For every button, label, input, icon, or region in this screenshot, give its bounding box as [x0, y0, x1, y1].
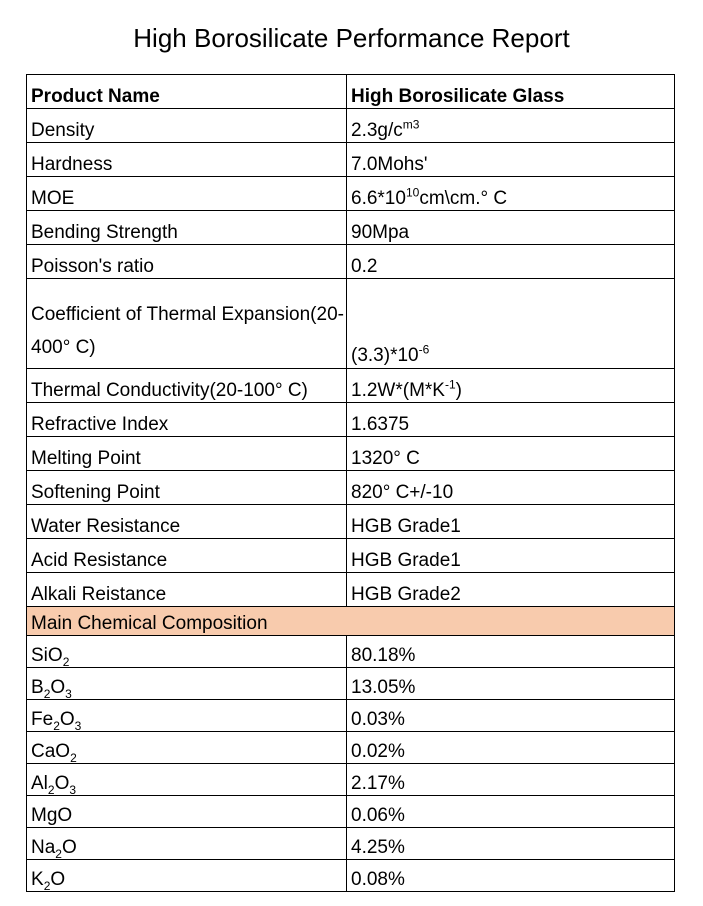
table-row-alkali-resistance — [27, 573, 675, 607]
formula-subscript: 2 — [43, 878, 51, 892]
formula-text: Al — [31, 773, 48, 794]
property-value: High Borosilicate Glass — [347, 75, 675, 109]
value-text: 2.3g/c — [351, 120, 403, 141]
property-label: Refractive Index — [27, 403, 347, 437]
table-row-fe2o3 — [27, 700, 675, 732]
property-value: HGB Grade2 — [347, 573, 675, 607]
compound-label — [27, 764, 347, 796]
table-row-poissons-ratio — [27, 245, 675, 279]
formula-subscript: 2 — [53, 718, 60, 732]
compound-label — [27, 668, 347, 700]
compound-label — [27, 636, 347, 668]
table-row-moe — [27, 177, 675, 211]
property-label: Product Name — [27, 75, 347, 109]
formula-subscript: 3 — [74, 718, 82, 732]
table-row-al2o3 — [27, 764, 675, 796]
property-label: Alkali Reistance — [27, 573, 347, 607]
table-row-water-resistance — [27, 505, 675, 539]
value-text: 6.6*10 — [351, 188, 406, 209]
formula-text: O — [54, 773, 70, 794]
property-value: 90Mpa — [347, 211, 675, 245]
table-row-softening-point — [27, 471, 675, 505]
table-row-sio2 — [27, 636, 675, 668]
compound-label — [27, 828, 347, 860]
formula-subscript: 3 — [69, 782, 77, 796]
formula-text: O — [50, 869, 66, 890]
formula-text: O — [59, 709, 75, 730]
property-label: Poisson's ratio — [27, 245, 347, 279]
value-superscript: -1 — [444, 377, 456, 392]
formula-text: SiO — [31, 645, 63, 666]
property-value — [347, 177, 675, 211]
value-superscript: m3 — [402, 117, 420, 132]
formula-subscript: 2 — [55, 846, 62, 860]
property-label — [27, 279, 347, 369]
formula-text: K — [31, 869, 44, 890]
compound-label: MgO — [27, 796, 347, 828]
formula-text: Fe — [31, 709, 54, 730]
formula-subscript: 2 — [62, 654, 70, 668]
property-label: Melting Point — [27, 437, 347, 471]
property-value: 0.2 — [347, 245, 675, 279]
property-value — [347, 279, 675, 369]
property-value — [347, 109, 675, 143]
table-row-product-name — [27, 75, 675, 109]
property-label: Thermal Conductivity(20-100° C) — [27, 369, 347, 403]
property-label: MOE — [27, 177, 347, 211]
table-row-cao2 — [27, 732, 675, 764]
property-label: Density — [27, 109, 347, 143]
value-text: 1.2W*(M*K — [351, 380, 445, 401]
value-superscript: -6 — [418, 342, 430, 357]
property-value: HGB Grade1 — [347, 539, 675, 573]
section-title: Main Chemical Composition — [27, 607, 675, 636]
value-text-suffix: ) — [455, 380, 462, 401]
property-value — [347, 369, 675, 403]
report-title: High Borosilicate Performance Report — [133, 23, 570, 53]
property-value: 1.6375 — [347, 403, 675, 437]
cte-value-wrap — [351, 342, 674, 368]
formula-text: Na — [31, 837, 56, 858]
cte-label-text: Coefficient of Thermal Expansion(20-400° C) — [31, 304, 344, 358]
formula-subscript: 2 — [47, 782, 55, 796]
formula-text: CaO — [31, 741, 71, 762]
formula-text: O — [61, 837, 77, 858]
value-text: (3.3)*10 — [351, 345, 419, 366]
compound-value: 2.17% — [347, 764, 675, 796]
value-text-suffix: cm\cm.° C — [419, 188, 508, 209]
section-header-chemical-composition — [27, 607, 675, 636]
value-superscript: 10 — [405, 185, 420, 200]
formula-text: O — [50, 677, 66, 698]
property-value: HGB Grade1 — [347, 505, 675, 539]
table-row-melting-point — [27, 437, 675, 471]
compound-label — [27, 700, 347, 732]
property-value: 1320° C — [347, 437, 675, 471]
formula-text: B — [31, 677, 44, 698]
table-row-k2o — [27, 860, 675, 892]
compound-label — [27, 860, 347, 892]
table-row-thermal-conductivity — [27, 369, 675, 403]
property-value: 820° C+/-10 — [347, 471, 675, 505]
table-row-acid-resistance — [27, 539, 675, 573]
property-value: 7.0Mohs' — [347, 143, 675, 177]
property-label: Acid Resistance — [27, 539, 347, 573]
compound-value: 0.06% — [347, 796, 675, 828]
table-row-refractive-index — [27, 403, 675, 437]
compound-value: 0.02% — [347, 732, 675, 764]
compound-value: 0.08% — [347, 860, 675, 892]
formula-subscript: 2 — [43, 686, 51, 700]
property-label: Hardness — [27, 143, 347, 177]
property-label: Bending Strength — [27, 211, 347, 245]
property-label: Water Resistance — [27, 505, 347, 539]
table-row-hardness — [27, 143, 675, 177]
compound-value: 4.25% — [347, 828, 675, 860]
table-row-b2o3 — [27, 668, 675, 700]
compound-value: 0.03% — [347, 700, 675, 732]
compound-value: 13.05% — [347, 668, 675, 700]
formula-subscript: 3 — [65, 686, 72, 700]
table-row-thermal-expansion — [27, 279, 675, 369]
property-label: Softening Point — [27, 471, 347, 505]
table-row-bending-strength — [27, 211, 675, 245]
table-row-density — [27, 109, 675, 143]
table-row-na2o — [27, 828, 675, 860]
performance-table — [26, 74, 675, 892]
table-row-mgo — [27, 796, 675, 828]
compound-value: 80.18% — [347, 636, 675, 668]
formula-subscript: 2 — [70, 750, 77, 764]
compound-label — [27, 732, 347, 764]
